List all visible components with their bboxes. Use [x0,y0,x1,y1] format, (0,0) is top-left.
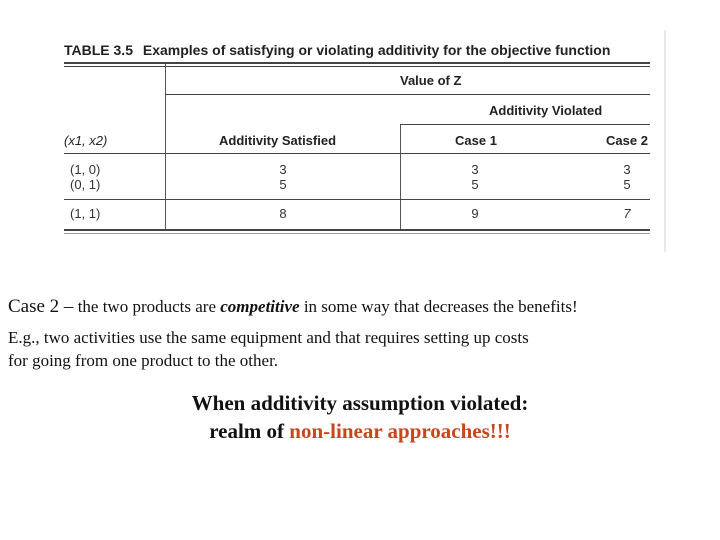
header-rule-3 [64,153,650,154]
header-rule-2 [400,124,650,125]
header-additivity-violated: Additivity Violated [489,103,603,118]
case-2-text-before: the two products are [73,297,221,316]
header-value-of-z: Value of Z [400,73,462,88]
cell-case-2: 7 [623,206,631,221]
cell-satisfied: 3 [279,162,287,177]
cell-satisfied: 5 [279,177,287,192]
case-2-text-after: in some way that decreases the benefits! [299,297,578,316]
table-title [64,42,610,58]
row-label: (1, 1) [70,206,101,221]
competitive-emphasis: competitive [220,297,300,316]
header-additivity-satisfied: Additivity Satisfied [219,133,337,148]
conclusion-line-1: When additivity assumption violated: [191,391,529,415]
table-divider-cases [400,124,401,230]
table-top-rule [64,62,650,64]
header-x1-x2: (x1, x2) [64,133,108,148]
non-linear-approaches-highlight: non-linear approaches!!! [289,419,511,443]
table-divider-row-labels [165,64,166,230]
table-title-text: Examples of satisfying or violating additivity for the objective function [142,42,611,58]
case-2-label: Case 2 – [8,296,74,317]
row-label: (0, 1) [70,177,101,192]
cell-case-1: 3 [471,162,479,177]
header-rule-1 [165,94,650,95]
case-2-description [8,296,578,318]
example-paragraph [8,326,529,372]
header-case-1: Case 1 [455,133,497,148]
cell-case-2: 3 [623,162,631,177]
table-top-rule-2 [64,66,650,67]
header-case-2: Case 2 [606,133,648,148]
row-rule [64,199,650,200]
row-label: (1, 0) [70,162,101,177]
scan-edge-decoration [664,30,666,252]
cell-case-1: 9 [471,206,479,221]
conclusion [0,389,720,445]
additivity-table [0,0,720,260]
cell-satisfied: 8 [279,206,287,221]
table-bottom-rule [64,229,650,231]
conclusion-line-2-lead: realm of [209,419,290,443]
conclusion-line-2 [0,417,720,445]
table-bottom-rule-2 [64,233,650,234]
table-title-number: TABLE 3.5 [64,42,133,58]
example-line-2: for going from one product to the other. [8,351,279,370]
cell-case-1: 5 [471,177,479,192]
example-line-1: E.g., two activities use the same equipment and that requires setting up costs [8,328,529,347]
cell-case-2: 5 [623,177,631,192]
